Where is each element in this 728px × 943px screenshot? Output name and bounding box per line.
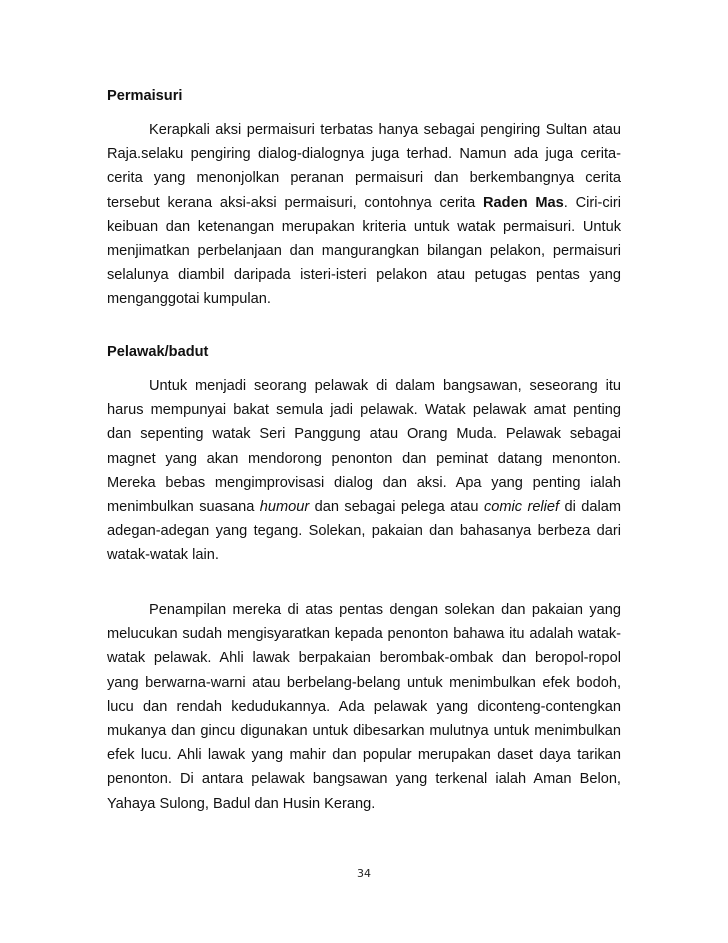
italic-term-comic-relief: comic relief (483, 499, 560, 516)
bold-title-raden-mas: Raden Mas (483, 194, 564, 211)
page-number: 34 (357, 867, 371, 880)
paragraph-permaisuri (107, 118, 621, 312)
paragraph-text: . Ciri-ciri keibuan dan ketenangan merupakan kriteria untuk watak permaisuri. Untuk menjimatkan perbelanjaan dan mangurangkan bilangan pelakon, permaisuri selalunya diambil daripada isteri-isteri pelakon atau petugas pentas yang menganggotai kumpulan. (107, 194, 622, 308)
section-heading-permaisuri: Permaisuri (107, 88, 183, 104)
paragraph-pelawak-2 (107, 598, 621, 816)
paragraph-text: Kerapkali aksi permaisuri terbatas hanya sebagai pengiring Sultan atau Raja.selaku pengiring dialog-dialognya juga terhad. Namun ada juga cerita-cerita yang menonjolkan peranan permaisuri dan berkembangnya cerita tersebut kerana aksi-aksi permaisuri, contohnya cerita (107, 122, 621, 211)
paragraph-text: Penampilan mereka di atas pentas dengan solekan dan pakaian yang melucukan sudah mengisyaratkan kepada penonton bahawa itu adalah watak-watak pelawak. Ahli lawak berpakaian berombak-ombak dan beropol-ropol yang berwarna-warni atau berbelang-belang untuk menimbulkan efek bodoh, lucu dan rendah kedudukannya. Ada pelawak yang diconteng-contengkan mukanya dan gincu digunakan untuk dibesarkan mulutnya untuk menimbulkan efek lucu. Ahli lawak yang mahir dan popular merupakan daset daya tarikan penonton. Di antara pelawak bangsawan yang terkenal ialah Aman Belon, Yahaya Sulong, Badul dan Husin Kerang. (107, 602, 621, 812)
paragraph-text: di dalam adegan-adegan yang tegang. Solekan, pakaian dan bahasanya berbeza dari watak-watak lain. (107, 499, 621, 564)
paragraph-text: Untuk menjadi seorang pelawak di dalam bangsawan, seseorang itu harus mempunyai bakat semula jadi pelawak. Watak pelawak amat penting dan sepenting watak Seri Panggung atau Orang Muda. Pelawak sebagai magnet yang akan mendorong penonton dan peminat datang menonton. Mereka bebas mengimprovisasi dialog dan aksi. Apa yang penting ialah menimbulkan suasana (107, 378, 621, 516)
paragraph-text: dan sebagai pelega atau (309, 499, 484, 516)
section-heading-pelawak: Pelawak/badut (107, 344, 209, 360)
italic-term-humour: humour (259, 499, 310, 516)
paragraph-pelawak-1 (107, 374, 621, 568)
